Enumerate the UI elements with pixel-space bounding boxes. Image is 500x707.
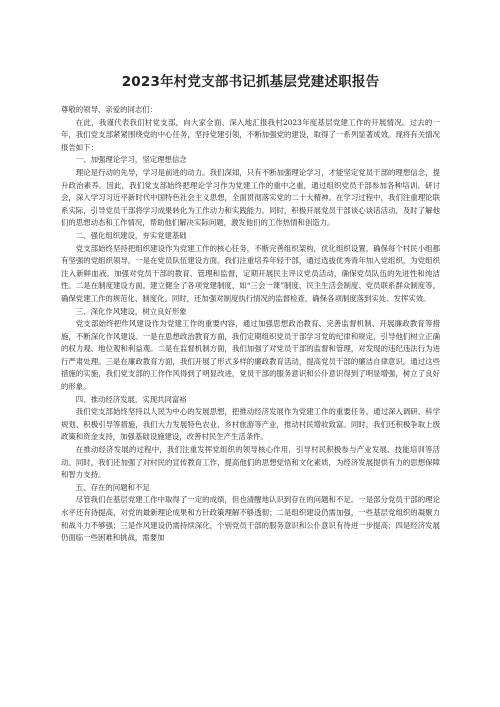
section-heading: 五、存在的问题和不足: [75, 482, 150, 492]
section-heading: 四、推动经济发展，实现共同富裕: [75, 394, 187, 404]
section-paragraph: 我们党支部始终坚持以人民为中心的发展思想，把推动经济发展作为党建工作的重要任务。通过深入调研、科学规划、积极引导等措施，我们大力发展特色农业、乡村旅游等产业，推动村民增收致富。同时，我们还积极争取上级政策和资金支持，加强基础设施建设，改善村民生产生活条件。: [61, 407, 440, 442]
section-heading: 三、深化作风建设，树立良好形象: [75, 306, 187, 316]
section-paragraph: 尽管我们在基层党建工作中取得了一定的成绩，但也清醒地认识到存在的问题和不足。一是部分党员干部的理论水平还有待提高，对党的最新理论成果和方针政策理解不够透彻；二是组织建设仍需加强，一些基层党组织的凝聚力和战斗力不够强；三是作风建设仍需持续深化，个别党员干部的服务意识和公仆意识有待进一步提高；四是经济发展仍面临一些困难和挑战，需要加: [61, 495, 440, 543]
section-paragraph: 党支部始终坚持把组织建设作为党建工作的核心任务，不断完善组织架构，优化组织设置，确保每个村民小组都有坚强的党组织领导。一是在党员队伍建设方面。我们注重培养年轻干部，通过选拔优秀青年加入党组织，为党组织注入新鲜血液。加强对党员干部的教育、管理和监督，定期开展民主评议党员活动，确保党员队伍的先进性和纯洁性。二是在制度建设方面。建立健全了各项党建制度，如“三会一课”制度、民主生活会制度、党员联系群众制度等，确保党建工作的规范化、制度化。同时，还加强对制度执行情况的监督检查，确保各项制度落到实处、发挥实效。: [61, 243, 440, 303]
section-paragraph: 在推动经济发展的过程中，我们注重发挥党组织的领导核心作用，引导村民积极参与产业发展、技能培训等活动。同时，我们还加强了对村民的宣传教育工作，提高他们的思想觉悟和文化素质，为经济发展提供有力的思想保障和智力支持。: [61, 445, 440, 480]
section-heading: 二、强化组织建设，夯实党建基础: [75, 230, 187, 240]
salutation: 尊敬的领导、亲爱的同志们：: [61, 105, 158, 114]
section-paragraph: 理论是行动的先导，学习是前进的动力。我们深知，只有不断加强理论学习，才能坚定党员干部的理想信念，提升政治素养。因此，我们党支部始终把理论学习作为党建工作的重中之重，通过组织党员干部参加各种培训、研讨会，深入学习习近平新时代中国特色社会主义思想，全面贯彻落实党的二十大精神。在学习过程中，我们注重理论联系实际，引导党员干部将学习成果转化为工作动力和实践能力。同时，积极开展党员干部谈心谈话活动，及时了解他们的思想动态和工作情况，帮助他们解决实际问题，激发他们的工作热情和创造力。: [61, 167, 440, 228]
document-body: [61, 104, 440, 545]
document-title: 2023年村党支部书记抓基层党建述职报告: [121, 74, 380, 90]
intro-paragraph: 在此，我谨代表我们村党支部，向大家全面、深入地汇报我村2023年度基层党建工作的开展情况。过去的一年，我们党支部紧紧围绕党的中心任务，坚持党建引领，不断加强党的建设，取得了一系列显著成效。现将有关情况报告如下：: [61, 117, 440, 152]
section-paragraph: 党支部始终把作风建设作为党建工作的重要内容，通过加强思想政治教育、完善监督机制、开展廉政教育等措施，不断深化作风建设。一是在思想政治教育方面，我们定期组织党员干部学习党的纪律和规定，引导他们树立正确的权力观、地位观和利益观。二是在监督机制方面，我们加强了对党员干部的监督和管理，对发现的违纪违法行为进行严肃处理。三是在廉政教育方面，我们开展了形式多样的廉政教育活动，提高党员干部的廉洁自律意识。通过这些措施的实施，我们党支部的工作作风得到了明显改进，党员干部的服务意识和公仆意识得到了明显增强，树立了良好的形象。: [61, 319, 440, 392]
section-heading: 一、加强理论学习，坚定理想信念: [75, 155, 187, 165]
